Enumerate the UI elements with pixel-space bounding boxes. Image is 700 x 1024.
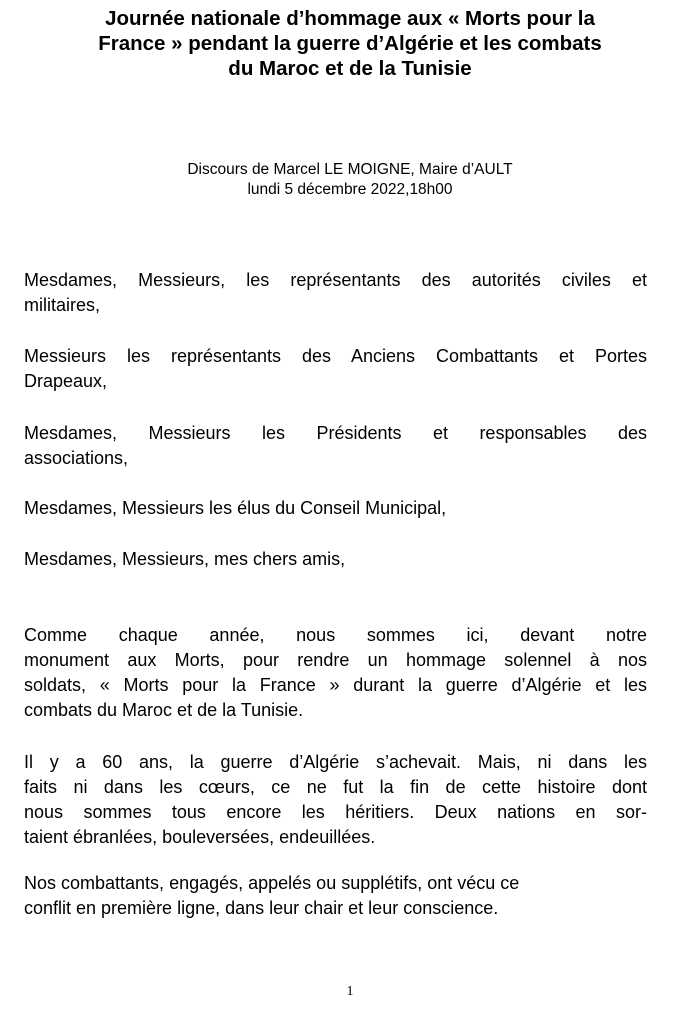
speech-byline bbox=[0, 160, 700, 200]
text-line: Comme chaque année, nous sommes ici, devant notre bbox=[24, 625, 647, 645]
salutation-paragraph bbox=[24, 268, 647, 318]
title-line: du Maroc et de la Tunisie bbox=[228, 57, 472, 80]
text-line: Nos combattants, engagés, appelés ou supplétifs, ont vécu ce bbox=[24, 873, 520, 893]
speech-paragraph bbox=[24, 750, 647, 850]
salutation-paragraph bbox=[24, 547, 647, 572]
text-line: Mesdames, Messieurs les élus du Conseil Municipal, bbox=[24, 498, 447, 518]
text-line: associations, bbox=[24, 448, 129, 468]
text-line: combats du Maroc et de la Tunisie. bbox=[24, 700, 304, 720]
text-line: Mesdames, Messieurs les Présidents et responsables des bbox=[24, 423, 647, 443]
text-line: soldats, « Morts pour la France » durant la guerre d’Algérie et les bbox=[24, 675, 647, 695]
salutation-paragraph bbox=[24, 344, 647, 394]
text-line: Mesdames, Messieurs, les représentants des autorités civiles et bbox=[24, 270, 647, 290]
salutation-paragraph bbox=[24, 496, 647, 521]
text-line: monument aux Morts, pour rendre un hommage solennel à nos bbox=[24, 650, 647, 670]
text-line: faits ni dans les cœurs, ce ne fut la fin de cette histoire dont bbox=[24, 777, 647, 797]
text-line: Il y a 60 ans, la guerre d’Algérie s’achevait. Mais, ni dans les bbox=[24, 752, 647, 772]
text-line: militaires, bbox=[24, 295, 101, 315]
text-line: taient ébranlées, bouleversées, endeuillées. bbox=[24, 827, 376, 847]
text-line: Mesdames, Messieurs, mes chers amis, bbox=[24, 549, 346, 569]
title-line: Journée nationale d’hommage aux « Morts pour la bbox=[105, 7, 595, 30]
speaker-line: Discours de Marcel LE MOIGNE, Maire d’AULT bbox=[187, 161, 513, 178]
document-title bbox=[0, 6, 700, 81]
text-line: Messieurs les représentants des Anciens Combattants et Portes bbox=[24, 346, 647, 366]
text-line: conflit en première ligne, dans leur chair et leur conscience. bbox=[24, 898, 499, 918]
text-line: Drapeaux, bbox=[24, 371, 108, 391]
speech-paragraph bbox=[24, 623, 647, 723]
title-line: France » pendant la guerre d’Algérie et les combats bbox=[98, 32, 602, 55]
page-number: 1 bbox=[346, 984, 354, 999]
text-line: nous sommes tous encore les héritiers. Deux nations en sor- bbox=[24, 802, 647, 822]
date-line: lundi 5 décembre 2022,18h00 bbox=[247, 181, 453, 198]
salutation-paragraph bbox=[24, 421, 647, 471]
speech-paragraph bbox=[24, 871, 647, 921]
